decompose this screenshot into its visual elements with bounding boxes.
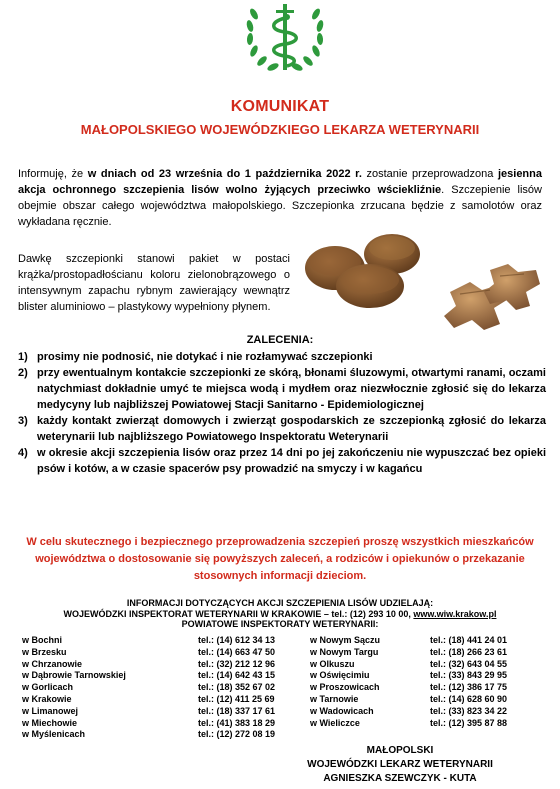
website-link[interactable]: www.wiw.krakow.pl (413, 608, 497, 619)
signature-block (280, 744, 520, 786)
office-name: w Nowym Sączu (310, 635, 381, 645)
office-name: w Myślenicach (22, 729, 86, 740)
office-name: w Gorlicach (22, 682, 74, 693)
office-phone: tel.: (18) 352 67 02 (198, 682, 276, 693)
office-name: w Dąbrowie Tarnowskiej (22, 670, 126, 681)
list-item (18, 413, 546, 445)
office-name: w Wieliczce (310, 717, 360, 728)
office-phone: tel.: (18) 441 24 01 (430, 635, 508, 645)
office-name: w Bochni (22, 635, 62, 645)
office-phone: tel.: (41) 383 18 29 (198, 717, 276, 728)
office-phone: tel.: (12) 386 17 75 (430, 682, 508, 693)
office-phone: tel.: (18) 266 23 61 (430, 646, 508, 657)
signature-line: WOJEWÓDZKI LEKARZ WETERYNARII (307, 759, 493, 770)
contact-main-office (0, 609, 560, 620)
office-phone: tel.: (14) 628 60 90 (430, 694, 508, 704)
item-text: w okresie akcji szczepienia lisów oraz przez 14 dni po jej zakończeniu nie wypuszczać bez opieki psów i kotów, a w czasie spacerów psy prowadzić na smyczy i w kagańcu (37, 447, 546, 475)
main-office-text: WOJEWÓDZKI INSPEKTORAT WETERYNARII W KRAKOWIE – tel.: (12) 293 10 00, (63, 608, 414, 619)
item-text: prosimy nie podnosić, nie dotykać i nie rozłamywać szczepionki (37, 351, 373, 363)
intro-action-name: jesienna akcja ochronnego szczepienia lisów wolno żyjących przeciwko wściekliźnie (18, 168, 542, 196)
intro-text-a: Informuję, że (18, 168, 88, 180)
item-number: 2) (18, 367, 28, 379)
page-title: KOMUNIKAT (230, 98, 330, 115)
office-name: w Oświęcimiu (310, 670, 370, 681)
veterinary-caduceus-logo (240, 0, 330, 78)
office-name: w Proszowicach (310, 682, 380, 693)
fox-vaccine-baits-photo (300, 212, 548, 342)
office-name: w Wadowicach (310, 705, 374, 716)
signature-name: AGNIESZKA SZEWCZYK - KUTA (323, 773, 477, 784)
office-phone: tel.: (12) 272 08 19 (198, 729, 276, 740)
intro-text-e: . Szczepienie lisów obejmie obszar całego województwa małopolskiego. Szczepionka zrzucana będzie z samolotów oraz wykładana ręcznie. (18, 184, 542, 228)
item-number: 1) (18, 351, 28, 363)
office-name: w Brzesku (22, 646, 67, 657)
contact-info-header (0, 598, 560, 630)
list-item (18, 349, 546, 365)
office-name: w Tarnowie (310, 694, 359, 704)
office-name: w Krakowie (22, 694, 72, 704)
office-name: w Miechowie (22, 717, 78, 728)
signature-line: MAŁOPOLSKI (366, 745, 434, 756)
office-name: w Limanowej (22, 705, 79, 716)
office-phone: tel.: (14) 612 34 13 (198, 635, 276, 645)
office-phone: tel.: (14) 642 43 15 (198, 670, 276, 681)
appeal-paragraph: W celu skutecznego i bezpiecznego przeprowadzenia szczepień proszę wszystkich mieszkańców województwa o dostosowanie się powyższych zaleceń, a rodziców i opiekunów o przekazanie stosownych informacji dzieciom. (26, 536, 534, 582)
office-name: w Olkuszu (310, 658, 355, 669)
item-text: każdy kontakt zwierząt domowych i zwierząt gospodarskich ze szczepionką zgłosić do lekarza weterynarii lub najbliższego Powiatowego Inspektoratu Weterynarii (37, 415, 546, 443)
contact-info-line: INFORMACJI DOTYCZĄCYCH AKCJI SZCZEPIENIA LISÓW UDZIELAJĄ: (126, 598, 434, 608)
office-name: w Nowym Targu (310, 646, 379, 657)
office-phone: tel.: (32) 643 04 55 (430, 658, 508, 669)
office-phone: tel.: (12) 411 25 69 (198, 694, 275, 704)
district-offices-heading: POWIATOWE INSPEKTORATY WETERYNARII: (181, 619, 379, 629)
list-item (18, 445, 546, 477)
list-item (18, 365, 546, 413)
office-phone: tel.: (14) 663 47 50 (198, 646, 276, 657)
office-name: w Chrzanowie (22, 658, 83, 669)
item-number: 3) (18, 415, 28, 427)
office-phone: tel.: (32) 212 12 96 (198, 658, 276, 669)
intro-dates: w dniach od 23 września do 1 października 2022 r. (87, 168, 362, 180)
recommendations-heading: ZALECENIA: (246, 334, 314, 346)
office-phone: tel.: (33) 843 29 95 (430, 670, 508, 681)
office-phone: tel.: (33) 823 34 22 (430, 705, 508, 716)
page-subtitle: MAŁOPOLSKIEGO WOJEWÓDZKIEGO LEKARZA WETERYNARII (80, 122, 480, 137)
recommendations-list (18, 349, 546, 477)
dose-description: Dawkę szczepionki stanowi pakiet w postaci krążka/prostopadłościanu koloru zielonobrązowego o intensywnym zapachu rybnym zawierający wewnątrz blister aluminiowo – plastykowy wypełniony płynem. (18, 253, 290, 313)
office-phone: tel.: (18) 337 17 61 (198, 705, 276, 716)
item-text: przy ewentualnym kontakcie szczepionki ze skórą, błonami śluzowymi, otwartymi ranami, oczami natychmiast dokładnie umyć te miejsca wodą i mydłem oraz niezwłocznie zgłosić się do lekarza medycyny lub najbliższej Powiatowej Stacji Sanitarno - Epidemiologicznej (37, 367, 546, 411)
item-number: 4) (18, 447, 28, 459)
intro-text-c: zostanie przeprowadzona (361, 168, 498, 180)
office-phone: tel.: (12) 395 87 88 (430, 717, 508, 728)
